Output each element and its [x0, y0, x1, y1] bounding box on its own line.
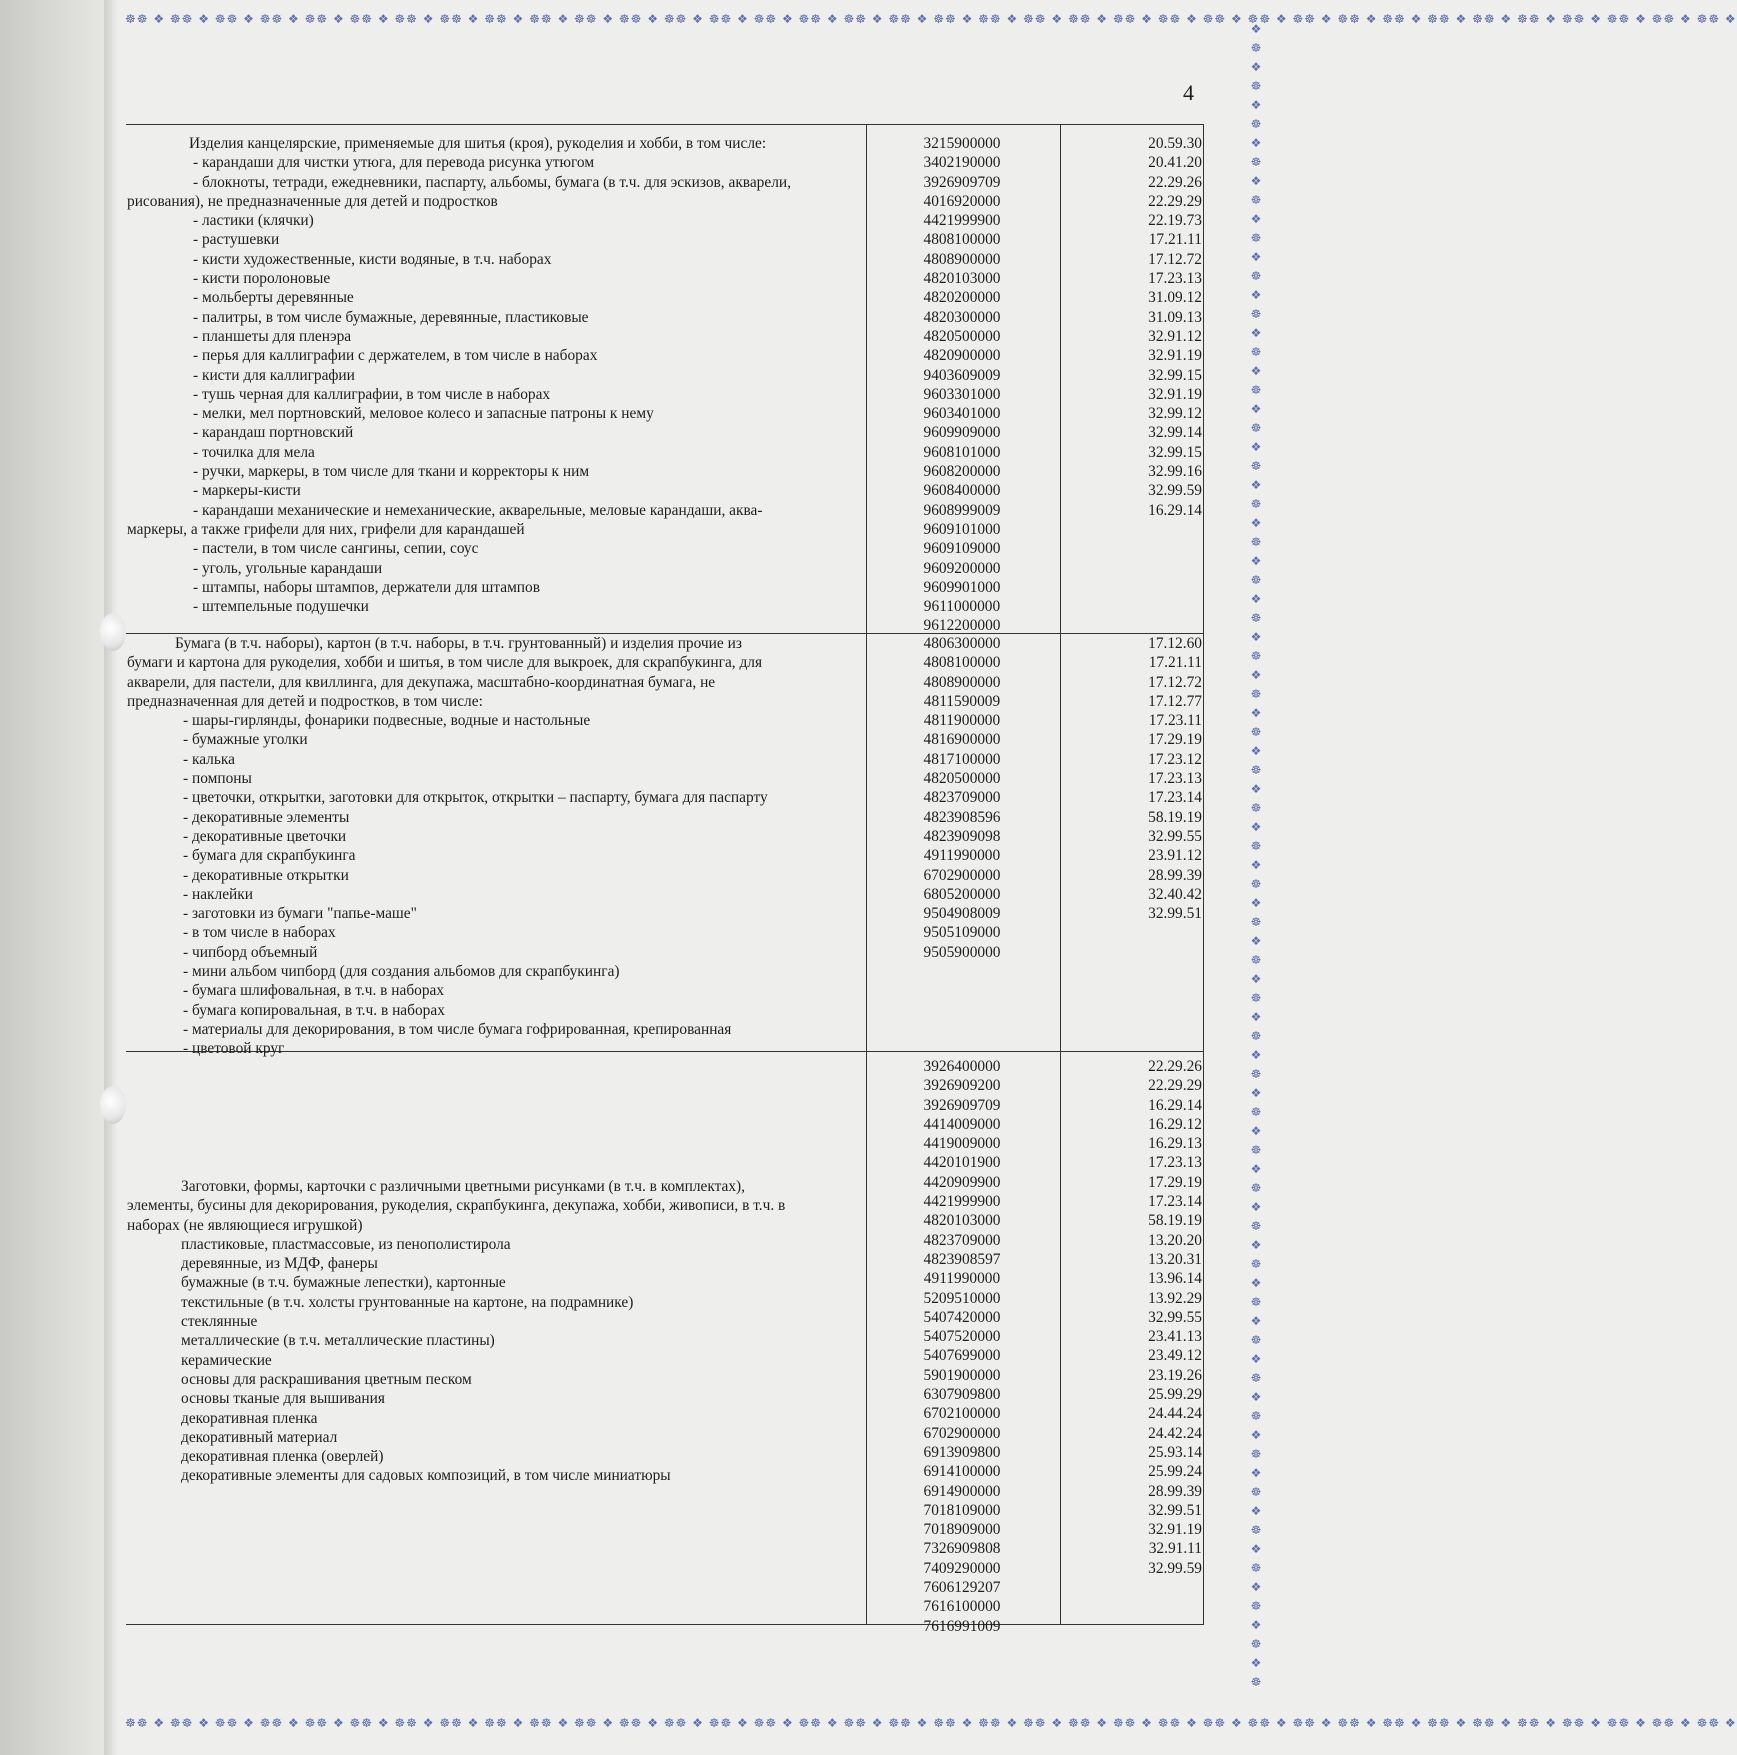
okpd-code: 25.99.29 — [1148, 1386, 1202, 1404]
okpd-code: 31.09.12 — [1148, 289, 1202, 307]
table-row-description — [127, 134, 862, 616]
list-item: - шары-гирлянды, фонарики подвесные, водные и настольные — [183, 712, 591, 730]
list-item: - мольберты деревянные — [193, 289, 354, 307]
tnved-codes — [868, 134, 1056, 636]
tnved-code: 6702100000 — [923, 1405, 1001, 1423]
okpd-code: 32.99.15 — [1148, 443, 1202, 461]
okpd-code: 16.29.14 — [1148, 501, 1202, 519]
tnved-code: 4823909098 — [923, 827, 1001, 845]
okpd-code: 32.99.59 — [1148, 482, 1202, 500]
okpd-code: 32.99.51 — [1148, 1501, 1202, 1519]
tnved-code: 4808900000 — [923, 250, 1001, 268]
okpd-code: 22.29.26 — [1148, 173, 1202, 191]
table-border — [1203, 124, 1204, 1624]
tnved-code: 4820900000 — [923, 347, 1001, 365]
page-fold — [104, 0, 118, 1755]
okpd-code: 13.20.20 — [1148, 1231, 1202, 1249]
list-item: - растушевки — [193, 231, 280, 249]
list-item: бумажные (в т.ч. бумажные лепестки), картонные — [181, 1274, 506, 1292]
okpd-code: 32.91.19 — [1148, 1521, 1202, 1539]
tnved-codes — [868, 1057, 1056, 1636]
okpd-code: 22.29.29 — [1148, 1077, 1202, 1095]
tnved-code: 4823908596 — [923, 808, 1001, 826]
list-item: декоративная пленка — [181, 1409, 318, 1427]
list-item: - помпоны — [183, 770, 252, 788]
okpd-code: 32.99.59 — [1148, 1559, 1202, 1577]
okpd-code: 32.40.42 — [1148, 885, 1202, 903]
okpd-code: 32.99.16 — [1148, 463, 1202, 481]
list-item: - наклейки — [183, 885, 253, 903]
list-item: - пастели, в том числе сангины, сепии, соус — [193, 540, 479, 558]
list-item: декоративный материал — [181, 1428, 338, 1446]
list-item: - чипборд объемный — [183, 943, 318, 961]
tnved-code: 4911990000 — [923, 847, 1001, 865]
tnved-code: 9403609009 — [923, 366, 1001, 384]
okpd-codes — [1062, 134, 1202, 520]
okpd-code: 17.21.11 — [1148, 654, 1202, 672]
tnved-code: 9609101000 — [923, 520, 1001, 538]
page-number: 4 — [1183, 80, 1194, 105]
tnved-code: 4911990000 — [923, 1270, 1001, 1288]
table-row-description — [127, 1177, 862, 1486]
okpd-code: 32.99.14 — [1148, 424, 1202, 442]
tnved-code: 6914900000 — [923, 1482, 1001, 1500]
okpd-code: 24.42.24 — [1148, 1424, 1202, 1442]
okpd-code: 32.99.12 — [1148, 405, 1202, 423]
decorative-border-top: ☸☸ ❖ ☸☸ ❖ ☸☸ ❖ ☸☸ ❖ ☸☸ ❖ ☸☸ ❖ ☸☸ ❖ ☸☸ ❖ ☸☸ ❖ ☸☸ ❖ ☸☸ ❖ ☸☸ ❖ ☸☸ ❖ ☸☸ ❖ ☸☸ ❖ ☸☸ ❖ ☸☸ ❖ ☸☸ ❖ ☸☸ ❖ ☸☸ ❖ ☸☸ ❖ ☸☸ ❖ ☸☸ ❖ ☸☸ ❖ ☸☸ ❖ ☸☸ ❖ ☸☸ ❖ ☸☸ ❖ ☸☸ ❖ ☸☸ ❖ ☸☸ ❖ ☸☸ ❖ ☸☸ ❖ ☸☸ ❖ ☸☸ ❖ ☸☸ ❖ — [125, 12, 1737, 26]
tnved-code: 6805200000 — [923, 885, 1001, 903]
okpd-code: 20.59.30 — [1148, 135, 1202, 152]
tnved-code: 9608999009 — [923, 501, 1001, 519]
list-item: основы тканые для вышивания — [181, 1390, 385, 1408]
tnved-code: 5407520000 — [923, 1328, 1001, 1346]
row-title: Бумага (в т.ч. наборы), картон (в т.ч. наборы, в т.ч. грунтованный) и изделия прочие из — [175, 635, 742, 652]
tnved-code: 9609109000 — [923, 540, 1001, 558]
tnved-code: 3926909709 — [923, 1096, 1001, 1114]
list-item: - перья для каллиграфии с держателем, в том числе в наборах — [193, 347, 598, 365]
list-item: стеклянные — [181, 1313, 258, 1331]
okpd-code: 58.19.19 — [1148, 808, 1202, 826]
okpd-code: 17.12.72 — [1148, 250, 1202, 268]
tnved-code: 7606129207 — [923, 1579, 1001, 1597]
tnved-code: 7018909000 — [923, 1521, 1001, 1539]
tnved-code: 4016920000 — [923, 192, 1001, 210]
decorative-border-bottom: ☸☸ ❖ ☸☸ ❖ ☸☸ ❖ ☸☸ ❖ ☸☸ ❖ ☸☸ ❖ ☸☸ ❖ ☸☸ ❖ ☸☸ ❖ ☸☸ ❖ ☸☸ ❖ ☸☸ ❖ ☸☸ ❖ ☸☸ ❖ ☸☸ ❖ ☸☸ ❖ ☸☸ ❖ ☸☸ ❖ ☸☸ ❖ ☸☸ ❖ ☸☸ ❖ ☸☸ ❖ ☸☸ ❖ ☸☸ ❖ ☸☸ ❖ ☸☸ ❖ ☸☸ ❖ ☸☸ ❖ ☸☸ ❖ ☸☸ ❖ ☸☸ ❖ ☸☸ ❖ ☸☸ ❖ ☸☸ ❖ ☸☸ ❖ ☸☸ ❖ — [125, 1716, 1737, 1730]
okpd-code: 13.92.29 — [1148, 1289, 1202, 1307]
okpd-code: 32.99.55 — [1148, 827, 1202, 845]
tnved-code: 5901900000 — [923, 1366, 1001, 1384]
okpd-code: 17.23.13 — [1148, 270, 1202, 288]
list-item: - калька — [183, 750, 235, 768]
okpd-code: 17.23.14 — [1148, 789, 1202, 807]
list-item: - цветочки, открытки, заготовки для открыток, открытки – паспарту, бумага для паспарту — [183, 789, 768, 807]
list-item: - заготовки из бумаги "папье-маше" — [183, 905, 417, 923]
okpd-code: 23.91.12 — [1148, 847, 1202, 865]
tnved-code: 4414009000 — [923, 1115, 1001, 1133]
list-item: декоративные элементы для садовых композиций, в том числе миниатюры — [181, 1467, 671, 1485]
list-item: - цветовой круг — [183, 1040, 285, 1058]
okpd-code: 17.23.13 — [1148, 770, 1202, 788]
row-title: наборах (не являющиеся игрушкой) — [127, 1216, 363, 1234]
tnved-code: 6702900000 — [923, 866, 1001, 884]
tnved-code: 3215900000 — [923, 135, 1001, 152]
okpd-code: 16.29.12 — [1148, 1115, 1202, 1133]
okpd-code: 23.41.13 — [1148, 1328, 1202, 1346]
okpd-code: 17.23.12 — [1148, 750, 1202, 768]
okpd-codes — [1062, 1057, 1202, 1578]
list-item: рисования), не предназначенные для детей и подростков — [127, 192, 498, 210]
tnved-code: 9505900000 — [923, 943, 1001, 961]
list-item: - кисти поролоновые — [193, 270, 331, 288]
okpd-code: 17.29.19 — [1148, 1173, 1202, 1191]
okpd-code: 13.20.31 — [1148, 1250, 1202, 1268]
list-item: - кисти для каллиграфии — [193, 366, 355, 384]
tnved-code: 7018109000 — [923, 1501, 1001, 1519]
tnved-code: 4420909900 — [923, 1173, 1001, 1191]
tnved-code: 4817100000 — [923, 750, 1001, 768]
column-divider — [866, 124, 867, 1624]
okpd-code: 16.29.14 — [1148, 1096, 1202, 1114]
list-item: - бумага копировальная, в т.ч. в наборах — [183, 1001, 445, 1019]
list-item: пластиковые, пластмассовые, из пенополистирола — [181, 1235, 511, 1253]
row-title: Изделия канцелярские, применяемые для шитья (кроя), рукоделия и хобби, в том числе: — [189, 135, 767, 152]
okpd-code: 22.29.26 — [1148, 1058, 1202, 1075]
okpd-code: 25.99.24 — [1148, 1463, 1202, 1481]
okpd-code: 22.29.29 — [1148, 192, 1202, 210]
row-title: Заготовки, формы, карточки с различными цветными рисунками (в т.ч. в комплектах), — [181, 1178, 746, 1195]
table-row-description — [127, 634, 862, 1059]
tnved-code: 3926400000 — [923, 1058, 1001, 1075]
okpd-code: 32.99.55 — [1148, 1308, 1202, 1326]
list-item: - ластики (клячки) — [193, 212, 314, 230]
okpd-code: 32.99.51 — [1148, 905, 1202, 923]
okpd-code: 32.99.15 — [1148, 366, 1202, 384]
tnved-code: 9609200000 — [923, 559, 1001, 577]
tnved-code: 4820103000 — [923, 1212, 1001, 1230]
tnved-code: 6307909800 — [923, 1386, 1001, 1404]
tnved-code: 4421999900 — [923, 212, 1001, 230]
okpd-code: 17.23.11 — [1148, 712, 1202, 730]
list-item: - штампы, наборы штампов, держатели для штампов — [193, 578, 541, 596]
okpd-code: 32.91.11 — [1148, 1540, 1202, 1558]
tnved-code: 7616991009 — [923, 1617, 1001, 1635]
punch-hole — [100, 613, 126, 651]
tnved-code: 9609909000 — [923, 424, 1001, 442]
okpd-code: 20.41.20 — [1148, 154, 1202, 172]
okpd-code: 58.19.19 — [1148, 1212, 1202, 1230]
tnved-code: 4808100000 — [923, 654, 1001, 672]
okpd-code: 17.12.72 — [1148, 673, 1202, 691]
scan-shadow — [0, 0, 112, 1755]
okpd-code: 13.96.14 — [1148, 1270, 1202, 1288]
tnved-code: 4820300000 — [923, 308, 1001, 326]
list-item: - маркеры-кисти — [193, 482, 301, 500]
tnved-code: 4808100000 — [923, 231, 1001, 249]
okpd-code: 23.49.12 — [1148, 1347, 1202, 1365]
tnved-codes — [868, 634, 1056, 962]
okpd-code: 32.91.12 — [1148, 327, 1202, 345]
list-item: - декоративные элементы — [183, 808, 350, 826]
list-item: - бумажные уголки — [183, 731, 308, 749]
tnved-code: 3926909709 — [923, 173, 1001, 191]
tnved-code: 9608400000 — [923, 482, 1001, 500]
tnved-code: 4811900000 — [923, 712, 1001, 730]
list-item: - мелки, мел портновский, меловое колесо и запасные патроны к нему — [193, 405, 654, 423]
list-item: - бумага шлифовальная, в т.ч. в наборах — [183, 982, 445, 1000]
list-item: деревянные, из МДФ, фанеры — [181, 1255, 378, 1273]
list-item: основы для раскрашивания цветным песком — [181, 1370, 472, 1388]
tnved-code: 4421999900 — [923, 1193, 1001, 1211]
okpd-code: 32.91.19 — [1148, 347, 1202, 365]
list-item: - точилка для мела — [193, 443, 315, 461]
okpd-code: 22.19.73 — [1148, 212, 1202, 230]
tnved-code: 9505109000 — [923, 924, 1001, 942]
okpd-code: 17.23.14 — [1148, 1193, 1202, 1211]
okpd-code: 17.12.77 — [1148, 692, 1202, 710]
tnved-code: 9608101000 — [923, 443, 1001, 461]
tnved-code: 9611000000 — [923, 598, 1001, 616]
list-item: - карандаши для чистки утюга, для перевода рисунка утюгом — [193, 154, 595, 172]
list-item: - кисти художественные, кисти водяные, в т.ч. наборах — [193, 250, 552, 268]
tnved-code: 9609901000 — [923, 578, 1001, 596]
row-title: бумаги и картона для рукоделия, хобби и шитья, в том числе для выкроек, для скрапбукинга, для — [127, 654, 763, 672]
tnved-code: 5209510000 — [923, 1289, 1001, 1307]
okpd-code: 28.99.39 — [1148, 1482, 1202, 1500]
list-item: - карандаш портновский — [193, 424, 354, 442]
tnved-code: 6702900000 — [923, 1424, 1001, 1442]
tnved-code: 4419009000 — [923, 1135, 1001, 1153]
list-item: - уголь, угольные карандаши — [193, 559, 383, 577]
punch-hole — [100, 1086, 126, 1124]
okpd-code: 24.44.24 — [1148, 1405, 1202, 1423]
okpd-code: 23.19.26 — [1148, 1366, 1202, 1384]
tnved-code: 4820103000 — [923, 270, 1001, 288]
tnved-code: 4820500000 — [923, 327, 1001, 345]
list-item: - декоративные открытки — [183, 866, 349, 884]
tnved-code: 3402190000 — [923, 154, 1001, 172]
tnved-code: 4420101900 — [923, 1154, 1001, 1172]
row-title: акварели, для пастели, для квиллинга, для декупажа, масштабно-координатная бумага, не — [127, 673, 716, 691]
column-divider — [1060, 124, 1061, 1624]
list-item: - декоративные цветочки — [183, 827, 347, 845]
okpd-codes — [1062, 634, 1202, 923]
list-item: - карандаши механические и немеханические, акварельные, меловые карандаши, аква- — [193, 501, 763, 519]
tnved-code: 5407420000 — [923, 1308, 1001, 1326]
tnved-code: 5407699000 — [923, 1347, 1001, 1365]
tnved-code: 7616100000 — [923, 1598, 1001, 1616]
row-title: предназначенная для детей и подростков, в том числе: — [127, 692, 483, 710]
decorative-border-right: ❖ ☸ ❖ ☸ ❖ ☸ ❖ ☸ ❖ ☸ ❖ ☸ ❖ ☸ ❖ ☸ ❖ ☸ ❖ ☸ ❖ ☸ ❖ ☸ ❖ ☸ ❖ ☸ ❖ ☸ ❖ ☸ ❖ ☸ ❖ ☸ ❖ ☸ ❖ ☸ ❖ ☸ ❖ ☸ ❖ ☸ ❖ ☸ ❖ ☸ ❖ ☸ ❖ ☸ ❖ ☸ ❖ ☸ ❖ ☸ ❖ ☸ ❖ ☸ ❖ ☸ ❖ ☸ ❖ ☸ ❖ ☸ ❖ ☸ ❖ ☸ ❖ ☸ ❖ ☸ ❖ ☸ ❖ ☸ ❖ ☸ ❖ ☸ — [1250, 22, 1262, 1689]
list-item: металлические (в т.ч. металлические пластины) — [181, 1332, 495, 1350]
okpd-code: 16.29.13 — [1148, 1135, 1202, 1153]
list-item: - в том числе в наборах — [183, 924, 336, 942]
okpd-code: 25.93.14 — [1148, 1443, 1202, 1461]
tnved-code: 9612200000 — [923, 617, 1001, 635]
okpd-code: 17.12.60 — [1148, 635, 1202, 652]
tnved-code: 4808900000 — [923, 673, 1001, 691]
tnved-code: 9603401000 — [923, 405, 1001, 423]
tnved-code: 9603301000 — [923, 385, 1001, 403]
okpd-code: 32.91.19 — [1148, 385, 1202, 403]
list-item: - мини альбом чипборд (для создания альбомов для скрапбукинга) — [183, 963, 620, 981]
tnved-code: 4823908597 — [923, 1250, 1001, 1268]
tnved-code: 4823709000 — [923, 1231, 1001, 1249]
row-title: элементы, бусины для декорирования, рукоделия, скрапбукинга, декупажа, хобби, живописи, в т.ч. в — [127, 1197, 786, 1215]
list-item: - тушь черная для каллиграфии, в том числе в наборах — [193, 385, 551, 403]
list-item: - планшеты для пленэра — [193, 327, 352, 345]
list-item: - блокноты, тетради, ежедневники, паспарту, альбомы, бумага (в т.ч. для эскизов, акварели, — [193, 173, 791, 191]
list-item: - палитры, в том числе бумажные, деревянные, пластиковые — [193, 308, 589, 326]
tnved-code: 9608200000 — [923, 463, 1001, 481]
list-item: - бумага для скрапбукинга — [183, 847, 356, 865]
list-item: - штемпельные подушечки — [193, 598, 369, 616]
list-item: текстильные (в т.ч. холсты грунтованные на картоне, на подрамнике) — [181, 1293, 634, 1311]
tnved-code: 4811590009 — [923, 692, 1001, 710]
tnved-code: 7326909808 — [923, 1540, 1001, 1558]
tnved-code: 7409290000 — [923, 1559, 1001, 1577]
table-border — [126, 124, 1204, 125]
tnved-code: 4806300000 — [923, 635, 1001, 652]
okpd-code: 17.23.13 — [1148, 1154, 1202, 1172]
tnved-code: 4820200000 — [923, 289, 1001, 307]
tnved-code: 6914100000 — [923, 1463, 1001, 1481]
okpd-code: 17.29.19 — [1148, 731, 1202, 749]
okpd-code: 31.09.13 — [1148, 308, 1202, 326]
tnved-code: 9504908009 — [923, 905, 1001, 923]
list-item: - материалы для декорирования, в том числе бумага гофрированная, крепированная — [183, 1020, 732, 1038]
tnved-code: 3926909200 — [923, 1077, 1001, 1095]
tnved-code: 4820500000 — [923, 770, 1001, 788]
okpd-code: 17.21.11 — [1148, 231, 1202, 249]
tnved-code: 4816900000 — [923, 731, 1001, 749]
okpd-code: 28.99.39 — [1148, 866, 1202, 884]
tnved-code: 4823709000 — [923, 789, 1001, 807]
list-item: маркеры, а также грифели для них, грифели для карандашей — [127, 520, 525, 538]
tnved-code: 6913909800 — [923, 1443, 1001, 1461]
list-item: декоративная пленка (оверлей) — [181, 1448, 384, 1466]
list-item: керамические — [181, 1351, 272, 1369]
list-item: - ручки, маркеры, в том числе для ткани и корректоры к ним — [193, 463, 590, 481]
